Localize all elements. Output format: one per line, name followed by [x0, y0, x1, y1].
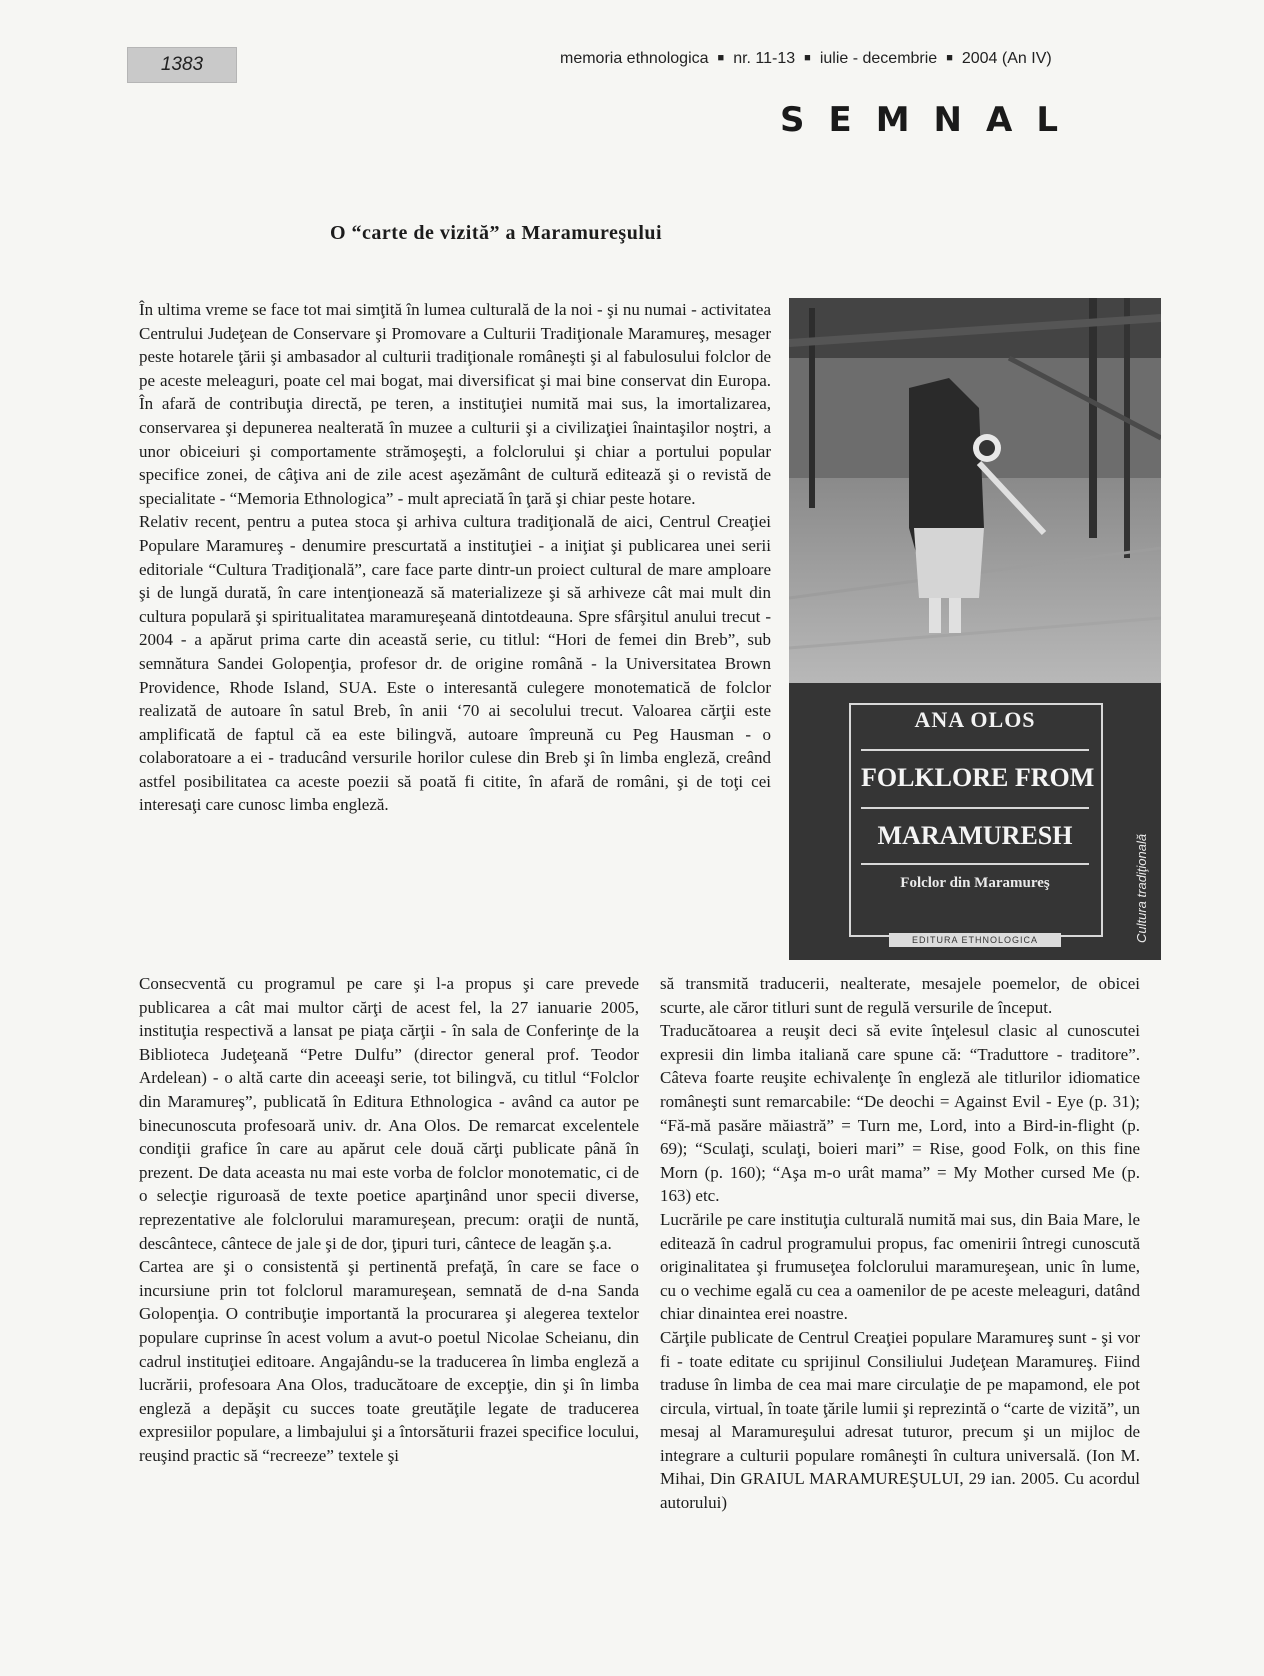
- issue-number: nr. 11-13: [733, 50, 796, 67]
- cover-author: ANA OLOS: [914, 707, 1036, 732]
- intro-text: [139, 298, 771, 817]
- paragraph: Relativ recent, pentru a putea stoca şi arhiva cultura tradiţională de aici, Centrul Creaţiei Populare Maramureş - denumire prescurtată a instituţiei - a iniţiat şi publicarea unei serii editoriale “Cultura Tradiţională”, care face parte dintr-un proiect cultural de mare amploare şi de lungă durată, în care intenţionează să materializeze şi să arhiveze cât mai mult din cultura populară şi spiritualitatea maramureşeană dintotdeauna. Spre sfârşitul anului trecut - 2004 - a apărut prima carte din această serie, cu titlul: “Hori de femei din Breb”, sub semnătura Sandei Golopenţia, profesor dr. de origine română - la Universitatea Brown Providence, Rhode Island, SUA. Este o interesantă culegere monotematică de folclor realizată de autoare în satul Breb, în anii ‘70 ai secolului trecut. Valoarea cărţii este amplificată de faptul că ea este bilingvă, autoare împreună cu Peg Hausman - o colaboratoare a ei - traducând versurile horilor culese din Breb şi în limba engleză, creând astfel posibilitatea ca aceste poezii să poată fi citite, în afară de români, şi de toţi cei interesaţi care cunosc limba engleză.: [139, 512, 771, 815]
- cover-title-line2: MARAMURESH: [877, 821, 1073, 850]
- cover-rule: [861, 807, 1089, 809]
- issue-year: 2004 (An IV): [961, 50, 1052, 67]
- cover-panel: [789, 683, 1161, 960]
- paragraph: Traducătoarea a reuşit deci să evite înţelesul clasic al cunoscutei expresii din limba italiană care spune că: “Traduttore - traditore”. Câteva foarte reuşite echivalenţe în engleză ale titlurilor idiomatice româneşti sunt remarcabile: “De deochi = Against Evil - Eye (p. 31); “Fă-mă pasăre măiastră” = Turn me, Lord, into a Bird-in-flight (p. 69); “Sculaţi, sculaţi, boieri mari” = Rise, good Folk, on this fine Morn (p. 160); “Aşa m-o urât mama” = My Mother cursed Me (p. 163) etc.: [660, 1021, 1140, 1206]
- journal-name: memoria ethnologica: [560, 50, 709, 67]
- cover-title-line1: FOLKLORE FROM: [861, 763, 1095, 792]
- cover-rule: [861, 863, 1089, 865]
- paragraph: Cărţile publicate de Centrul Creaţiei populare Maramureş sunt - şi vor fi - toate editate cu sprijinul Consiliului Judeţean Maramureş. Fiind traduse în limba de cea mai mare circulaţie de pe mapamond, ele pot circula, virtual, în toate ţările lumii şi reprezintă o “carte de vizită”, un mesaj al Maramureşului adresat tuturor, precum şi un mijloc de integrare a culturii populare româneşti în cultura universală. (Ion M. Mihai, Din GRAIUL MARAMUREŞULUI, 29 ian. 2005. Cu acordul autorului): [660, 1327, 1140, 1513]
- cover-publisher: EDITURA ETHNOLOGICA: [889, 933, 1061, 947]
- paragraph: Cartea are şi o consistentă şi pertinentă prefaţă, în care se face o incursiune prin tot folclorul maramureşean, semnată de d-na Sanda Golopenţia. O contribuţie importantă la procurarea şi alegerea textelor populare cuprinse în acest volum a avut-o poetul Nicolae Scheianu, din cadrul instituţiei editoare. Angajându-se la traducerea în limba engleză a lucrării, profesoara Ana Olos, traducătoare de excepţie, din şi în limba engleză a depăşit cu succes toate greutăţile legate de traducerea expresiilor populare, a limbajului şi a întorsăturii frazei specifice locului, reuşind practic să “recreeze” textele şi: [139, 1257, 639, 1465]
- running-header: [560, 50, 1156, 68]
- separator-icon: ■: [717, 52, 725, 64]
- paragraph: Lucrările pe care instituţia culturală numită mai sus, din Baia Mare, le editează în cadrul programului propus, fac omenirii întregi cunoscută originalitatea şi frumuseţea folclorului maramureşean, unic în lume, cu o vechime egală cu cea a oamenilor de pe aceste meleaguri, datând chiar dinaintea erei noastre.: [660, 1209, 1140, 1324]
- cover-photo: [789, 298, 1161, 683]
- book-cover: [789, 298, 1161, 960]
- paragraph: Consecventă cu programul pe care şi l-a propus şi care prevede publicarea a cât mai multor cărţi de acest fel, la 27 ianuarie 2005, instituţia respectivă a lansat pe piaţa cărţii - în sala de Conferinţe de la Biblioteca Judeţeană “Petre Dulfu” (director general prof. Teodor Ardelean) - o altă carte din aceeaşi serie, tot bilingvă, cu titlul “Folclor din Maramureş”, publicată în Editura Ethnologica - având ca autor pe binecunoscuta profesoară univ. dr. Ana Olos. De remarcat excelentele condiţii grafice în care au apărut cele două cărţi publicate până în prezent. De data aceasta nu mai este vorba de folclor monotematic, ci de o selecţie riguroasă de texte poetice aparţinând unor specii diverse, reprezentative ale folclorului maramureşean, precum: oraţii de nuntă, descântece, cântece de jale şi de dor, ţipuri turi, cântece de leagăn ş.a.: [139, 974, 639, 1253]
- left-column: [139, 972, 639, 1467]
- separator-icon: ■: [804, 52, 811, 64]
- page-number: 1383: [127, 47, 237, 83]
- cover-subtitle: Folclor din Maramureş: [900, 875, 1050, 891]
- issue-period: iulie - decembrie: [819, 50, 938, 67]
- right-column: [660, 972, 1140, 1515]
- section-label: SEMNAL: [780, 100, 1082, 140]
- paragraph: să transmită traducerii, nealterate, mesajele poemelor, de obicei scurte, ale căror titluri sunt de regulă versurile de început.: [660, 974, 1140, 1017]
- cover-series: Cultura tradiţională: [1134, 833, 1149, 943]
- cover-rule: [861, 749, 1089, 751]
- article-title: O “carte de vizită” a Maramureşului: [330, 222, 663, 244]
- separator-icon: ■: [946, 52, 953, 64]
- cover-frame: [849, 703, 1103, 937]
- paragraph: În ultima vreme se face tot mai simţită în lumea culturală de la noi - şi nu numai - activitatea Centrului Judeţean de Conservare şi Promovare a Culturii Tradiţionale Maramureş, mesager peste hotarele ţării şi ambasador al culturii tradiţionale româneşti şi al fabulosului folclor de pe aceste meleaguri, poate cel mai bogat, mai diversificat şi mai bine conservat din Europa. În afară de contribuţia directă, pe teren, a instituţiei numită mai sus, la imortalizarea, conservarea şi depunerea nealterată în muzee a culturii şi a civilizaţiei înaintaşilor noştri, a unor obiceiuri şi comportamente strămoşeşti, a folclorului şi chiar a portului popular specifice zonei, de câţiva ani de zile acest aşezământ de cultură editează şi o revistă de specialitate - “Memoria Ethnologica” - mult apreciată în ţară şi chiar peste hotare.: [139, 300, 771, 508]
